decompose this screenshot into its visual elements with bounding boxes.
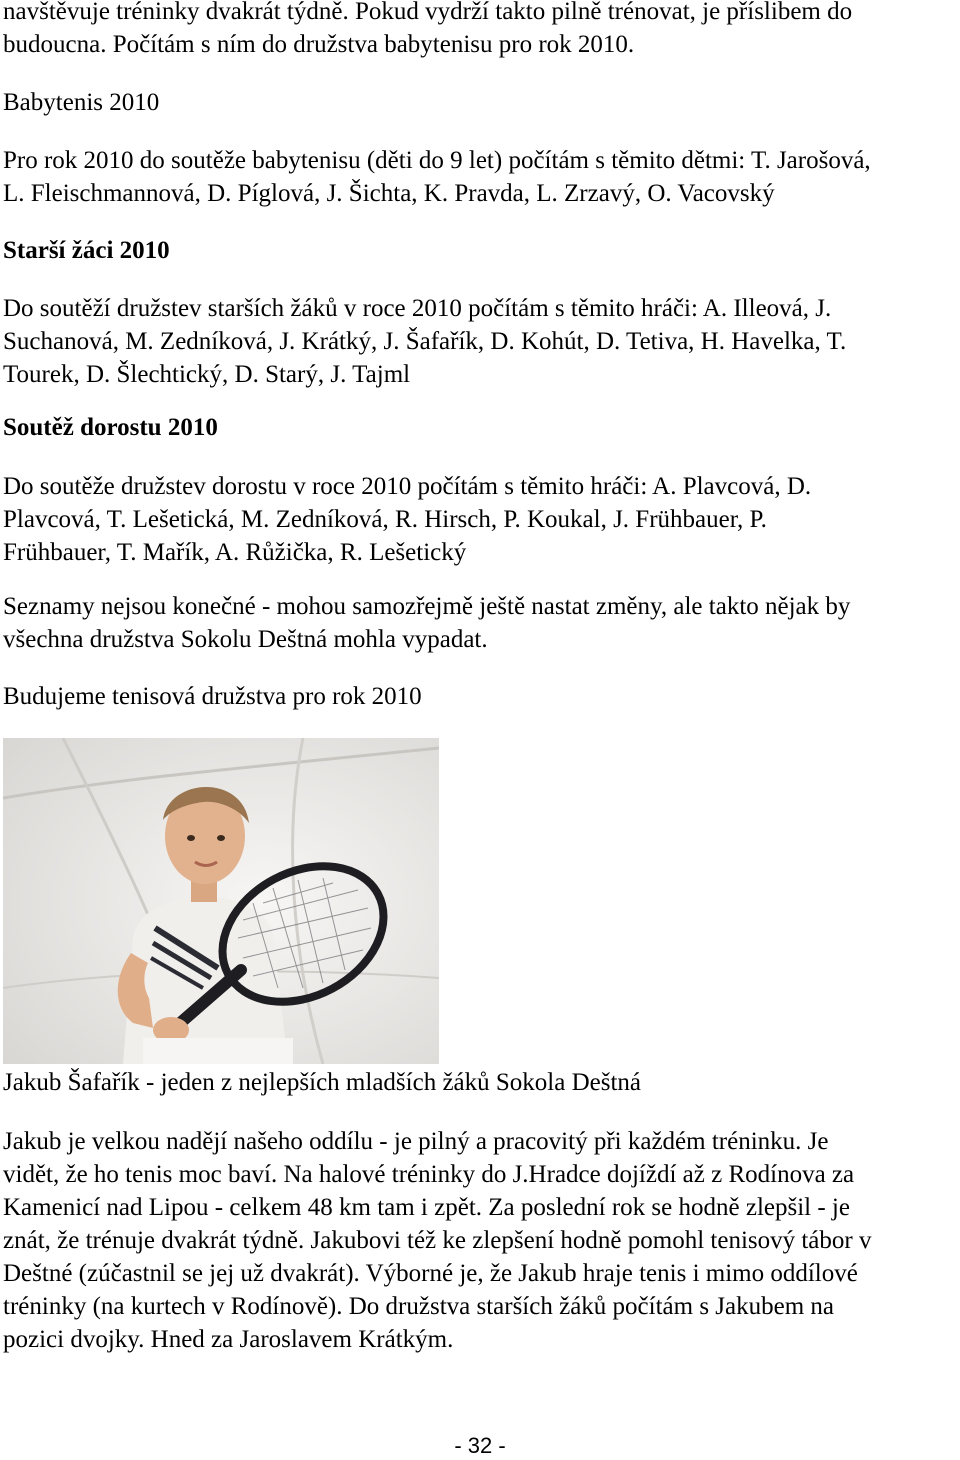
dorost-paragraph: Do soutěže družstev dorostu v roce 2010 počítám s těmito hráči: A. Plavcová, D. Plavcová, T. Lešetická, M. Zedníková, R. Hirsch, P. Koukal, J. Frühbauer, P. Frühbauer, T. Mařík, A. Růžička, R. Lešetický [3,473,812,566]
babytenis-paragraph: Pro rok 2010 do soutěže babytenisu (děti do 9 let) počítám s těmito dětmi: T. Jarošová, L. Fleischmannová, D. Píglová, J. Šichta, K. Pravda, L. Zrzavý, O. Vacovský [3,147,871,207]
starsi-zaci-heading: Starší žáci 2010 [3,237,170,264]
starsi-zaci-paragraph: Do soutěží družstev starších žáků v roce 2010 počítám s těmito hráči: A. Illeová, J. Suchanová, M. Zedníková, J. Krátký, J. Šafařík, D. Kohút, D. Tetiva, H. Havelka, T. Tourek, D. Šlechtický, D. Starý, J. Tajml [3,295,847,388]
intro-paragraph: navštěvuje tréninky dvakrát týdně. Pokud vydrží takto pilně trénovat, je příslibem do budoucna. Počítám s ním do družstva babytenisu pro rok 2010. [3,0,853,58]
section-title: Budujeme tenisová družstva pro rok 2010 [3,683,422,710]
babytenis-heading: Babytenis 2010 [3,89,160,116]
note-paragraph: Seznamy nejsou konečné - mohou samozřejmě ještě nastat změny, ale takto nějak by všechna družstva Sokolu Deštná mohla vypadat. [3,593,851,653]
dorost-heading: Soutěž dorostu 2010 [3,414,218,441]
player-photo [3,738,439,1064]
page-number: - 32 - [454,1433,506,1458]
photo-caption: Jakub Šafařík - jeden z nejlepších mladších žáků Sokola Deštná [3,1069,642,1096]
profile-paragraph: Jakub je velkou nadějí našeho oddílu - je pilný a pracovitý při každém tréninku. Je vidět, že ho tenis moc baví. Na halové tréninky do J.Hradce dojíždí až z Rodínova za Kamenicí nad Lipou - celkem 48 km tam i zpět. Za poslední rok se hodně zlepšil - je znát, že trénuje dvakrát týdně. Jakubovi též ke zlepšení hodně pomohl tenisový tábor v Deštné (zúčastnil se jej už dvakrát). Výborné je, že Jakub hraje tenis i mimo oddílové tréninky (na kurtech v Rodínově). Do družstva starších žáků počítám s Jakubem na pozici dvojky. Hned za Jaroslavem Krátkým. [3,1128,872,1353]
photo-illustration [3,738,439,1064]
